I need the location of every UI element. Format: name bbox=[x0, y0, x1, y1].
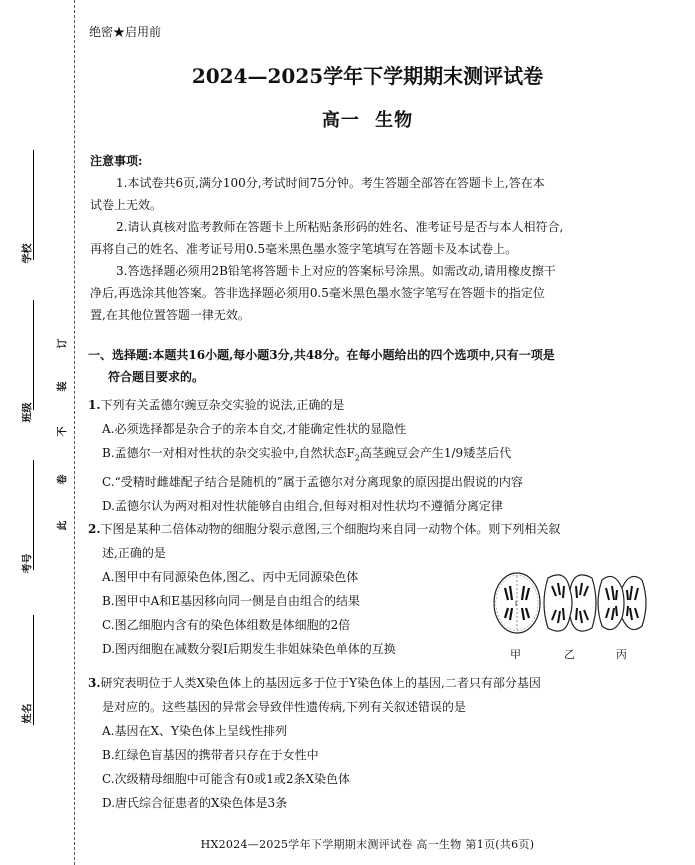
class-label: 班级 bbox=[22, 402, 34, 423]
exam-title: 2024—2025学年下学期期末测评试卷 bbox=[191, 64, 544, 88]
school-label: 学校 bbox=[22, 243, 34, 264]
seal-char-3: 不 bbox=[57, 426, 69, 437]
notice-item-3-line-2: 净后,再选涂其他答案。答非选择题必须用0.5毫米黑色墨水签字笔写在答题卡的指定位 bbox=[90, 286, 545, 300]
question-1-stem bbox=[88, 396, 523, 414]
figure-label-jia: 甲 bbox=[510, 648, 521, 661]
question-3-stem-line-2: 是对应的。这些基因的异常会导致伴性遗传病,下列有关叙述错误的是 bbox=[102, 700, 466, 714]
question-1-option-b-sub: 2 bbox=[354, 453, 360, 463]
question-2-option-a: A.图甲中有同源染色体,图乙、丙中无同源染色体 bbox=[102, 570, 359, 584]
seal-char-2: 装 bbox=[57, 381, 69, 392]
page-footer: HX2024—2025学年下学期期末测评试卷 高一生物 第1页(共6页) bbox=[200, 838, 535, 851]
seal-char-4: 卷 bbox=[57, 474, 69, 485]
cell-yi bbox=[544, 575, 596, 631]
seal-char-5: 此 bbox=[57, 520, 69, 531]
question-3 bbox=[88, 674, 541, 812]
exam-no-label: 考号 bbox=[22, 553, 34, 574]
question-3-option-c: C.次级精母细胞中可能含有0或1或2条X染色体 bbox=[102, 772, 351, 786]
svg-text:I: I bbox=[515, 600, 518, 608]
question-3-option-d: D.唐氏综合征患者的X染色体是3条 bbox=[102, 796, 288, 810]
question-2-stem-line-2: 述,正确的是 bbox=[102, 546, 166, 560]
section-1-line-1: 一、选择题:本题共16小题,每小题3分,共48分。在每小题给出的四个选项中,只有一项是 bbox=[88, 348, 555, 362]
class-line bbox=[33, 300, 34, 410]
question-3-option-b: B.红绿色盲基因的携带者只存在于女性中 bbox=[102, 748, 319, 762]
notice-item-3-line-3: 置,在其他位置答题一律无效。 bbox=[90, 308, 250, 322]
question-1-option-b-pre: B.孟德尔一对相对性状的杂交实验中,自然状态F bbox=[102, 446, 355, 460]
question-1-option-b bbox=[102, 444, 523, 467]
cell-bing bbox=[598, 576, 646, 629]
notice-block bbox=[90, 152, 563, 324]
question-1-option-d: D.孟德尔认为两对相对性状能够自由组合,但每对相对性状均不遵循分离定律 bbox=[102, 499, 503, 514]
notice-item-2-line-2: 再将自己的姓名、准考证号用0.5毫米黑色墨水签字笔填写在答题卡及本试卷上。 bbox=[90, 242, 518, 256]
cell-jia bbox=[494, 573, 540, 633]
question-1-number: 1. bbox=[88, 398, 101, 412]
question-2-number: 2. bbox=[88, 522, 101, 536]
section-1-line-2: 符合题目要求的。 bbox=[108, 370, 205, 384]
seal-char-1: 订 bbox=[57, 338, 69, 349]
name-label: 姓名 bbox=[22, 703, 34, 724]
section-1-heading bbox=[88, 346, 555, 386]
notice-heading: 注意事项: bbox=[90, 154, 143, 168]
notice-item-1-line-1: 1.本试卷共6页,满分100分,考试时间75分钟。考生答题全部答在答题卡上,答在本 bbox=[116, 176, 545, 190]
figure-label-yi: 乙 bbox=[564, 648, 575, 661]
notice-item-3-line-1: 3.答选择题必须用2B铅笔将答题卡上对应的答案标号涂黑。如需改动,请用橡皮擦干 bbox=[116, 264, 556, 278]
question-2-stem-text: 下图是某种二倍体动物的细胞分裂示意图,三个细胞均来自同一动物个体。则下列相关叙 bbox=[100, 522, 561, 536]
question-3-stem-line-1 bbox=[88, 674, 541, 692]
confidential-mark: 绝密★启用前 bbox=[89, 25, 162, 39]
notice-item-1-line-2: 试卷上无效。 bbox=[90, 198, 163, 212]
question-1-option-b-post: 高茎豌豆会产生1/9矮茎后代 bbox=[359, 446, 512, 460]
question-1 bbox=[88, 396, 523, 515]
question-3-number: 3. bbox=[88, 676, 101, 690]
exam-subject: 高一 生物 bbox=[321, 110, 414, 131]
cell-division-figure bbox=[490, 568, 650, 664]
question-3-option-a: A.基因在X、Y染色体上呈线性排列 bbox=[102, 724, 287, 738]
figure-label-bing: 丙 bbox=[616, 648, 627, 661]
question-2-option-c: C.图乙细胞内含有的染色体组数是体细胞的2倍 bbox=[102, 618, 351, 632]
question-2-stem-line-1 bbox=[88, 520, 560, 538]
question-1-option-c: C.“受精时雌雄配子结合是随机的”属于孟德尔对分离现象的原因提出假说的内容 bbox=[102, 475, 523, 490]
question-1-option-a: A.必须选择都是杂合子的亲本自交,才能确定性状的显隐性 bbox=[102, 422, 407, 436]
question-2-option-b: B.图甲中A和E基因移向同一侧是自由组合的结果 bbox=[102, 594, 361, 608]
notice-item-2-line-1: 2.请认真核对监考教师在答题卡上所粘贴条形码的姓名、准考证号是否与本人相符合, bbox=[116, 220, 564, 234]
question-2-option-d: D.图丙细胞在减数分裂I后期发生非姐妹染色单体的互换 bbox=[102, 642, 396, 656]
question-3-stem-text: 研究表明位于人类X染色体上的基因远多于位于Y染色体上的基因,二者只有部分基因 bbox=[100, 676, 541, 690]
question-1-stem-text: 下列有关孟德尔豌豆杂交实验的说法,正确的是 bbox=[100, 398, 345, 412]
